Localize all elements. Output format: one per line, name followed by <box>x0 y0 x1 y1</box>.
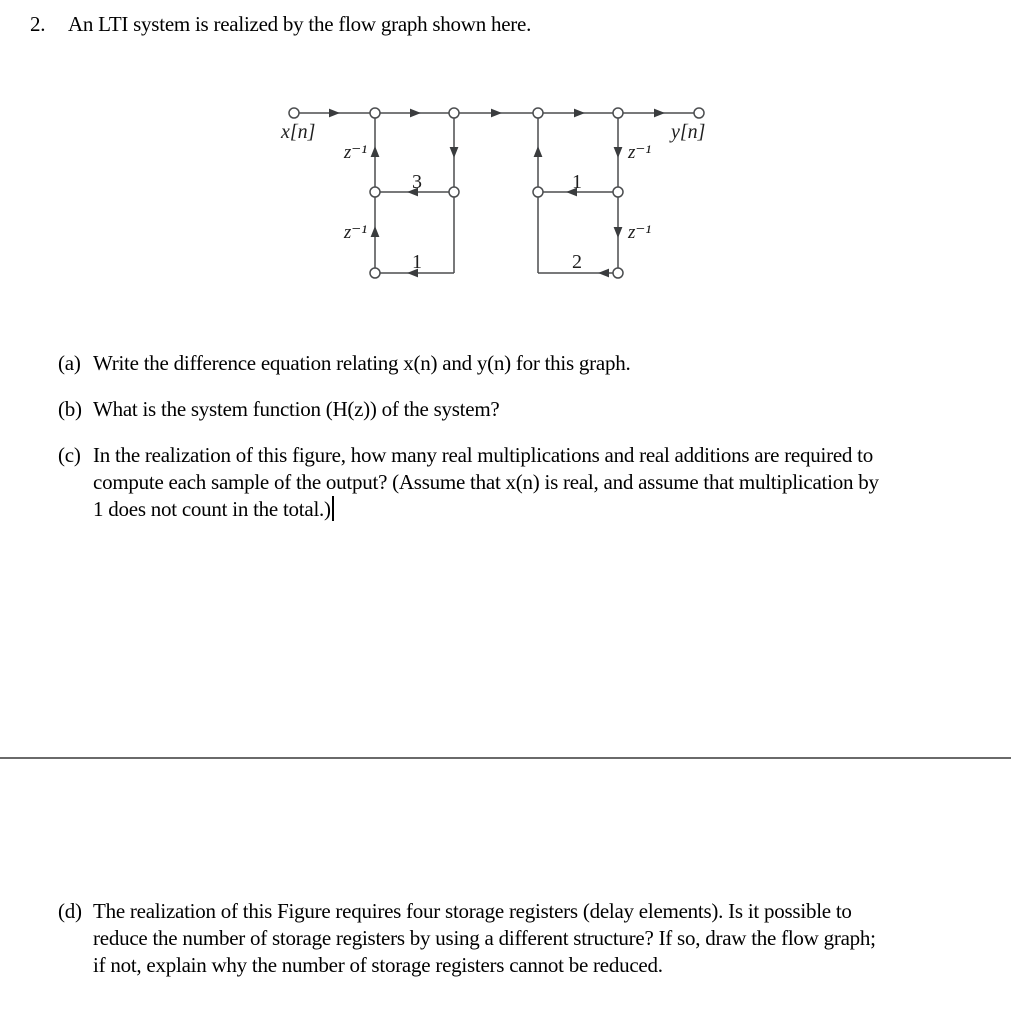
output-node <box>694 108 704 118</box>
question-d-label: (d) <box>58 899 82 923</box>
delay-node <box>370 268 380 278</box>
question-c-text-line3 <box>93 496 879 523</box>
tap-node <box>449 108 459 118</box>
question-d-text-line3: if not, explain why the number of storage registers cannot be reduced. <box>93 953 663 977</box>
arrow-up-icon <box>371 146 380 157</box>
question-a-label: (a) <box>58 351 81 375</box>
horizontal-divider <box>0 757 1011 759</box>
arrow-right-icon <box>329 109 340 118</box>
question-d-text-line1: The realization of this Figure requires four storage registers (delay elements). Is it possible to <box>93 899 852 923</box>
arrow-left-icon <box>598 269 609 278</box>
gain-left-bottom-label: 1 <box>412 251 422 273</box>
question-d-text-line2: reduce the number of storage registers by using a different structure? If so, draw the flow graph; <box>93 926 876 950</box>
gain-right-bottom-label: 2 <box>572 251 582 273</box>
delay-label-right-top: z⁻¹ <box>628 142 652 163</box>
sum-node <box>533 108 543 118</box>
arrow-right-icon <box>410 109 421 118</box>
input-signal-label: x[n] <box>281 121 316 143</box>
arrow-up-icon <box>371 226 380 237</box>
tap-node <box>613 108 623 118</box>
question-c-text-line1: In the realization of this figure, how many real multiplications and real additions are required to <box>93 443 873 467</box>
flow-graph-edges <box>294 113 699 273</box>
delay-node <box>613 268 623 278</box>
flow-graph-figure <box>0 0 1011 330</box>
delay-label-left-bottom: z⁻¹ <box>343 222 367 243</box>
arrow-right-icon <box>654 109 665 118</box>
question-c-text-line2: compute each sample of the output? (Assume that x(n) is real, and assume that multiplication by <box>93 470 879 494</box>
sum-node <box>533 187 543 197</box>
gain-left-mid-label: 3 <box>412 171 422 193</box>
arrow-up-icon <box>534 146 543 157</box>
delay-node <box>370 187 380 197</box>
delay-node <box>613 187 623 197</box>
arrow-right-icon <box>574 109 585 118</box>
tap-node <box>449 187 459 197</box>
problem-title: An LTI system is realized by the flow graph shown here. <box>68 12 532 36</box>
arrow-down-icon <box>614 147 623 158</box>
problem-number: 2. <box>30 12 46 36</box>
delay-label-right-bottom: z⁻¹ <box>628 222 652 243</box>
question-b-label: (b) <box>58 397 82 421</box>
question-c-text-line3-text: 1 does not count in the total.) <box>93 497 331 521</box>
flow-graph-nodes <box>289 108 704 278</box>
text-caret <box>332 496 334 521</box>
arrow-right-icon <box>491 109 502 118</box>
question-c-label: (c) <box>58 443 81 467</box>
question-b-text: What is the system function (H(z)) of the system? <box>93 397 500 421</box>
arrow-down-icon <box>614 227 623 238</box>
output-signal-label: y[n] <box>671 121 706 143</box>
arrow-down-icon <box>450 147 459 158</box>
gain-right-mid-label: 1 <box>572 171 582 193</box>
input-node <box>289 108 299 118</box>
sum-node <box>370 108 380 118</box>
question-a-text: Write the difference equation relating x(n) and y(n) for this graph. <box>93 351 631 375</box>
delay-label-left-top: z⁻¹ <box>343 142 367 163</box>
